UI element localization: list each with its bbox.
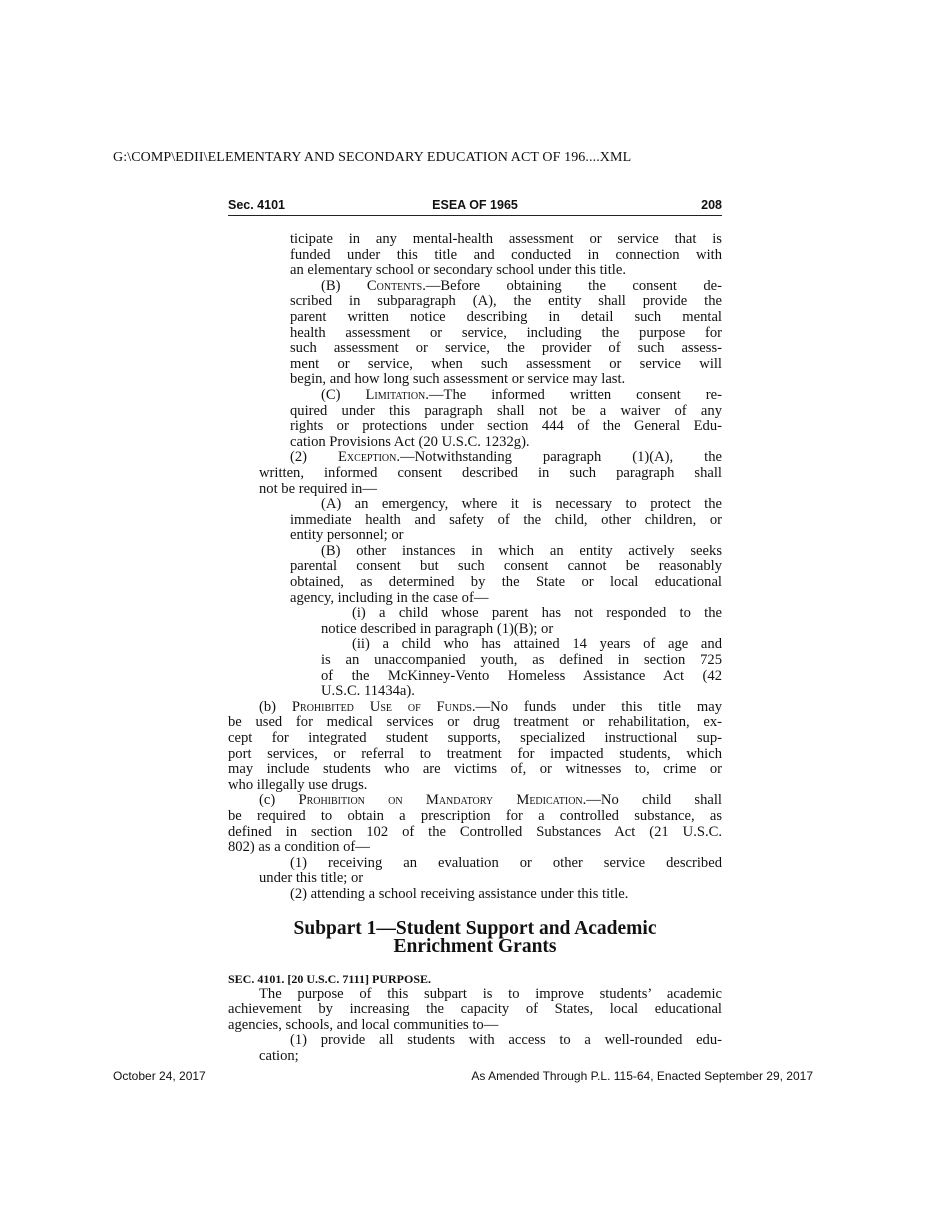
subparagraph-1C (290, 388, 722, 450)
text-line (228, 793, 722, 809)
text-line: begin, and how long such assessment or service may last. (290, 371, 626, 388)
text-line: ticipate in any mental-health assessment or service that is (290, 231, 722, 247)
subparagraph-1B (290, 279, 722, 388)
subparagraph-1A-continued (290, 232, 722, 279)
text-line: rights or protections under section 444 of the General Edu- (290, 418, 722, 435)
text-line: may include students who are victims of, or witnesses to, crime or (228, 761, 722, 778)
text-line: scribed in subparagraph (A), the entity shall provide the (290, 293, 722, 310)
paragraph-c2 (259, 887, 722, 903)
purpose-paragraph (228, 987, 722, 1034)
running-head-section: Sec. 4101 (228, 198, 285, 212)
purpose-item-1 (259, 1033, 722, 1064)
text-line: (A) an emergency, where it is necessary to protect the (321, 496, 722, 513)
text-line: funded under this title and conducted in connection with (290, 246, 722, 263)
text-line (259, 450, 722, 466)
clause-2Bi (321, 606, 722, 637)
heading-contents: Contents (366, 277, 423, 294)
text-line: (1) provide all students with access to a well-rounded edu- (290, 1032, 722, 1049)
text-line: parent written notice describing in detail such mental (290, 308, 722, 325)
text-line: (2) attending a school receiving assistance under this title. (290, 885, 629, 902)
heading-limitation: Limitation (365, 386, 426, 403)
text-line: agencies, schools, and local communities to— (228, 1016, 499, 1033)
text-line: U.S.C. 11434a). (321, 683, 415, 700)
text-line: (ii) a child who has attained 14 years of age and (352, 636, 722, 653)
text-line: parental consent but such consent cannot be reasonably (290, 558, 722, 575)
footer-date: October 24, 2017 (113, 1069, 206, 1083)
text-line: cation Provisions Act (20 U.S.C. 1232g). (290, 433, 530, 450)
text-line: obtained, as determined by the State or local educational (290, 574, 722, 591)
text-line (228, 700, 722, 716)
paragraph-2 (259, 450, 722, 497)
text-line: (i) a child whose parent has not responded to the (352, 605, 722, 622)
text-line: The purpose of this subpart is to improve students’ academic (259, 985, 722, 1002)
text-line: under this title; or (259, 870, 364, 887)
subpart-heading-line: Enrichment Grants (393, 935, 557, 957)
text-line: (B) other instances in which an entity actively seeks (321, 542, 722, 559)
paragraph-c1 (259, 856, 722, 887)
text-line: entity personnel; or (290, 527, 404, 544)
text-line: an elementary school or secondary school under this title. (290, 262, 626, 279)
section-heading: SEC. 4101. [20 U.S.C. 7111] PURPOSE. (228, 971, 432, 986)
text-line: is an unaccompanied youth, as defined in section 725 (321, 652, 722, 669)
text-line: written, informed consent described in such paragraph shall (259, 464, 722, 481)
text-line: agency, including in the case of— (290, 589, 489, 606)
text: .—No funds under this title may (471, 698, 722, 715)
clause-2Bii (321, 637, 722, 699)
text-line: not be required in— (259, 480, 377, 497)
running-head-title: ESEA OF 1965 (432, 198, 518, 212)
heading-prohibited-use-of-funds: Prohibited Use of Funds (291, 698, 472, 715)
text-line (290, 388, 722, 404)
enum: (b) (259, 698, 292, 715)
text-line (290, 279, 722, 295)
heading-prohibition-mandatory-medication: Prohibition on Mandatory Medication (298, 792, 583, 809)
subpart-heading (228, 917, 722, 957)
text-line: immediate health and safety of the child, other children, or (290, 511, 722, 528)
text-line: be used for medical services or drug treatment or rehabilitation, ex- (228, 714, 722, 731)
text-line: defined in section 102 of the Controlled Substances Act (21 U.S.C. (228, 823, 722, 840)
text-line: (1) receiving an evaluation or other service described (290, 854, 722, 871)
enum: (c) (259, 792, 299, 809)
text-line: 802) as a condition of— (228, 839, 370, 856)
text-line: cept for integrated student supports, specialized instructional sup- (228, 730, 722, 746)
heading-exception: Exception (338, 449, 397, 466)
enum: (B) (321, 277, 367, 294)
text-line: such assessment or service, the provider of such assess- (290, 340, 722, 357)
text-line: quired under this paragraph shall not be a waiver of any (290, 402, 722, 419)
running-head (228, 198, 722, 216)
text: .—Before obtaining the consent de- (422, 277, 722, 294)
subparagraph-2B (290, 544, 722, 606)
text-line: achievement by increasing the capacity of States, local educational (228, 1001, 722, 1018)
text-line: health assessment or service, including the purpose for (290, 324, 722, 341)
statute-body (228, 232, 722, 1065)
text-line: cation; (259, 1047, 299, 1064)
enum: (C) (321, 386, 366, 403)
text-line: notice described in paragraph (1)(B); or (321, 620, 554, 637)
text-line: be required to obtain a prescription for a controlled substance, as (228, 807, 722, 824)
page-number: 208 (701, 198, 722, 212)
text: .—Notwithstanding paragraph (1)(A), the (396, 449, 722, 466)
subsection-b (228, 700, 722, 794)
enum: (2) (290, 449, 339, 466)
text: .—No child shall (582, 792, 722, 809)
subsection-c (228, 793, 722, 855)
subpart-heading-line: Subpart 1—Student Support and Academic (293, 917, 657, 939)
text-line: who illegally use drugs. (228, 776, 368, 793)
text-line: port services, or referral to treatment for impacted students, which (228, 745, 722, 762)
text-line: of the McKinney-Vento Homeless Assistance Act (42 (321, 667, 722, 684)
subparagraph-2A (290, 497, 722, 544)
text: .—The informed written consent re- (425, 386, 722, 403)
footer-amended-through: As Amended Through P.L. 115-64, Enacted September 29, 2017 (471, 1069, 813, 1083)
file-path-header: G:\COMP\EDII\ELEMENTARY AND SECONDARY EDUCATION ACT OF 196....XML (113, 150, 632, 165)
text-line: ment or service, when such assessment or service will (290, 355, 722, 372)
